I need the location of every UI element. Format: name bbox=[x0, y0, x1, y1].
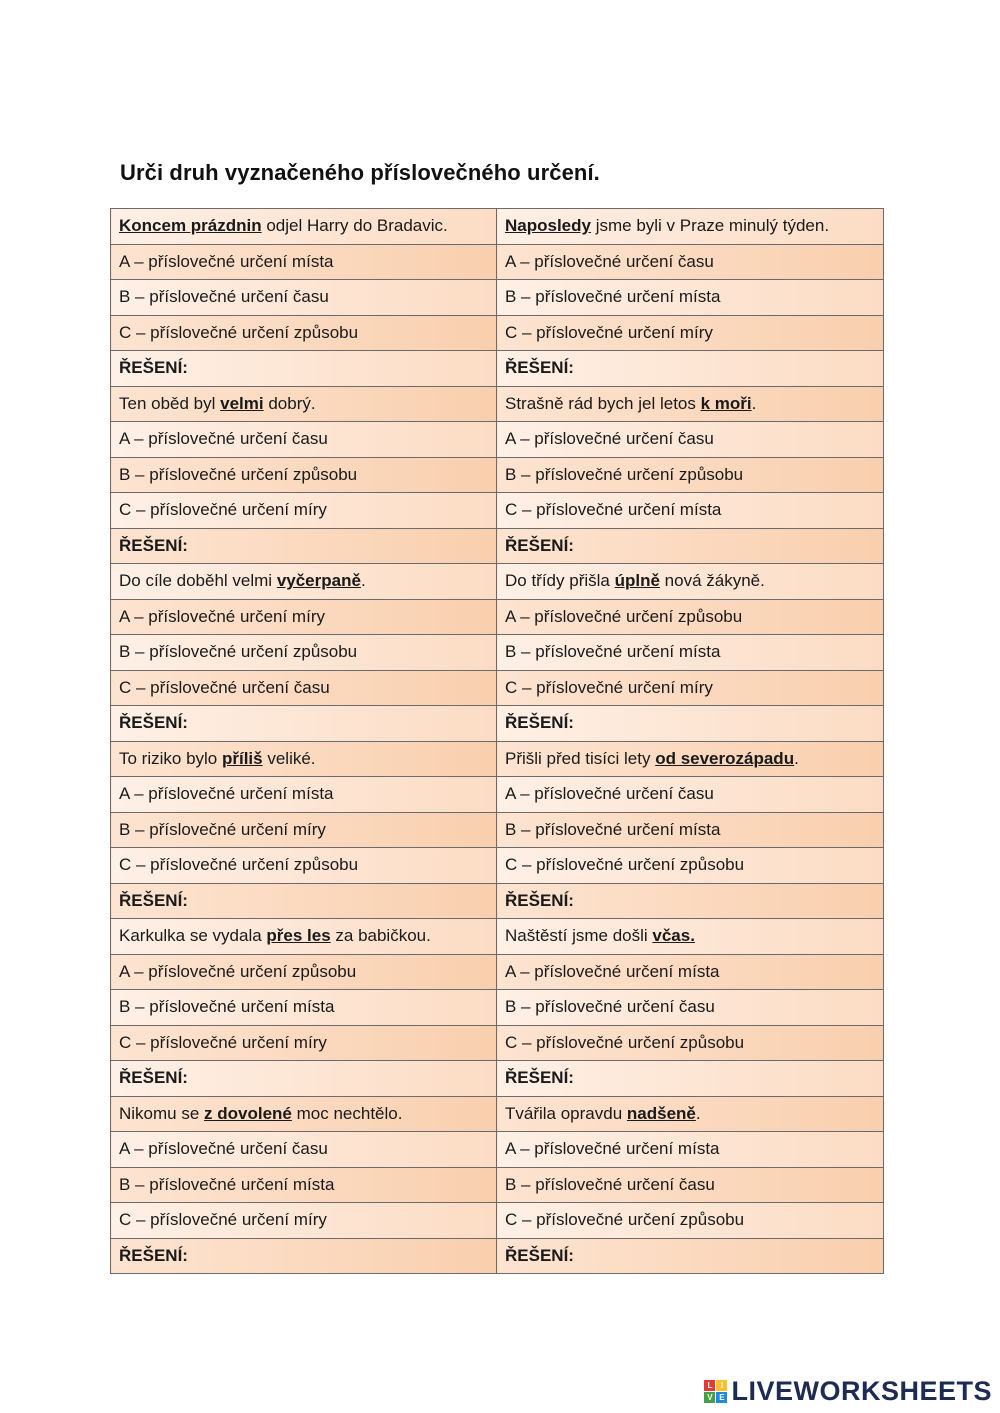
table-row bbox=[111, 990, 884, 1026]
solution-cell[interactable]: ŘEŠENÍ: bbox=[111, 706, 497, 742]
sentence-cell bbox=[111, 564, 497, 600]
option-cell: A – příslovečné určení způsobu bbox=[497, 599, 884, 635]
solution-cell[interactable]: ŘEŠENÍ: bbox=[497, 1061, 884, 1097]
table-row bbox=[111, 919, 884, 955]
solution-row bbox=[111, 351, 884, 387]
solution-cell[interactable]: ŘEŠENÍ: bbox=[497, 528, 884, 564]
sentence-text: Karkulka se vydala bbox=[119, 926, 267, 946]
sentence-cell bbox=[497, 386, 884, 422]
option-cell: C – příslovečné určení způsobu bbox=[497, 848, 884, 884]
solution-cell[interactable]: ŘEŠENÍ: bbox=[497, 351, 884, 387]
table-row bbox=[111, 1203, 884, 1239]
option-cell: A – příslovečné určení místa bbox=[111, 244, 497, 280]
sentence-text: . bbox=[794, 748, 799, 768]
option-cell: A – příslovečné určení způsobu bbox=[111, 954, 497, 990]
option-cell: A – příslovečné určení času bbox=[497, 244, 884, 280]
sentence-text: odjel Harry do Bradavic. bbox=[261, 216, 448, 236]
table-row bbox=[111, 670, 884, 706]
table-row bbox=[111, 280, 884, 316]
sentence-cell bbox=[497, 919, 884, 955]
table-row bbox=[111, 741, 884, 777]
logo-block: L bbox=[704, 1380, 715, 1391]
sentence-text: moc nechtělo. bbox=[291, 1103, 403, 1123]
table-row bbox=[111, 386, 884, 422]
table-row bbox=[111, 777, 884, 813]
solution-row bbox=[111, 883, 884, 919]
option-cell: C – příslovečné určení způsobu bbox=[497, 1203, 884, 1239]
highlighted-adverbial: včas. bbox=[652, 926, 695, 946]
option-cell: C – příslovečné určení způsobu bbox=[111, 315, 497, 351]
solution-cell[interactable]: ŘEŠENÍ: bbox=[111, 528, 497, 564]
table-row bbox=[111, 315, 884, 351]
table-row bbox=[111, 1167, 884, 1203]
table-row bbox=[111, 244, 884, 280]
logo-icon bbox=[704, 1380, 727, 1403]
logo-text: LIVEWORKSHEETS bbox=[731, 1376, 992, 1406]
option-cell: C – příslovečné určení míry bbox=[497, 315, 884, 351]
table-row bbox=[111, 457, 884, 493]
option-cell: C – příslovečné určení místa bbox=[497, 493, 884, 529]
option-cell: B – příslovečné určení místa bbox=[497, 812, 884, 848]
logo-block: V bbox=[704, 1392, 715, 1403]
option-cell: A – příslovečné určení času bbox=[497, 422, 884, 458]
sentence-text: . bbox=[360, 571, 366, 591]
option-cell: A – příslovečné určení času bbox=[111, 1132, 497, 1168]
table-row bbox=[111, 812, 884, 848]
solution-cell[interactable]: ŘEŠENÍ: bbox=[111, 1061, 497, 1097]
logo-block: E bbox=[716, 1392, 727, 1403]
solution-cell[interactable]: ŘEŠENÍ: bbox=[111, 883, 497, 919]
sentence-cell bbox=[111, 741, 497, 777]
table-row bbox=[111, 954, 884, 990]
option-cell: B – příslovečné určení míry bbox=[111, 812, 497, 848]
option-cell: B – příslovečné určení místa bbox=[497, 635, 884, 671]
sentence-text: za babičkou. bbox=[330, 926, 431, 946]
logo-block: I bbox=[716, 1380, 727, 1391]
option-cell: B – příslovečné určení času bbox=[111, 280, 497, 316]
sentence-cell bbox=[497, 564, 884, 600]
solution-row bbox=[111, 528, 884, 564]
option-cell: C – příslovečné určení míry bbox=[111, 1025, 497, 1061]
solution-cell[interactable]: ŘEŠENÍ: bbox=[497, 883, 884, 919]
highlighted-adverbial: příliš bbox=[221, 748, 263, 768]
sentence-cell bbox=[111, 209, 497, 245]
highlighted-adverbial: Naposledy bbox=[505, 216, 591, 236]
option-cell: A – příslovečné určení času bbox=[111, 422, 497, 458]
table-row bbox=[111, 1096, 884, 1132]
highlighted-adverbial: úplně bbox=[614, 571, 660, 591]
sentence-text: dobrý. bbox=[263, 393, 316, 413]
option-cell: B – příslovečné určení místa bbox=[111, 990, 497, 1026]
option-cell: C – příslovečné určení míry bbox=[111, 493, 497, 529]
option-cell: C – příslovečné určení způsobu bbox=[497, 1025, 884, 1061]
option-cell: B – příslovečné určení způsobu bbox=[111, 635, 497, 671]
sentence-cell bbox=[497, 209, 884, 245]
sentence-text: jsme byli v Praze minulý týden. bbox=[590, 216, 830, 236]
sentence-text: Do třídy přišla bbox=[505, 571, 615, 591]
sentence-text: Přišli před tisíci lety bbox=[505, 748, 656, 768]
sentence-text: Do cíle doběhl velmi bbox=[119, 571, 277, 591]
liveworksheets-logo bbox=[704, 1376, 992, 1407]
sentence-text: Tvářila opravdu bbox=[505, 1103, 627, 1123]
option-cell: A – příslovečné určení míry bbox=[111, 599, 497, 635]
sentence-text: Strašně rád bych jel letos bbox=[505, 393, 701, 413]
solution-cell[interactable]: ŘEŠENÍ: bbox=[111, 351, 497, 387]
option-cell: A – příslovečné určení místa bbox=[497, 954, 884, 990]
highlighted-adverbial: z dovolené bbox=[204, 1103, 292, 1123]
option-cell: B – příslovečné určení způsobu bbox=[111, 457, 497, 493]
highlighted-adverbial: vyčerpaně bbox=[276, 571, 361, 591]
option-cell: C – příslovečné určení míry bbox=[497, 670, 884, 706]
table-row bbox=[111, 635, 884, 671]
highlighted-adverbial: nadšeně bbox=[626, 1103, 696, 1123]
option-cell: A – příslovečné určení místa bbox=[111, 777, 497, 813]
option-cell: C – příslovečné určení času bbox=[111, 670, 497, 706]
option-cell: B – příslovečné určení času bbox=[497, 990, 884, 1026]
solution-row bbox=[111, 706, 884, 742]
option-cell: B – příslovečné určení času bbox=[497, 1167, 884, 1203]
option-cell: A – příslovečné určení místa bbox=[497, 1132, 884, 1168]
page-title: Urči druh vyznačeného příslovečného určení. bbox=[120, 160, 600, 185]
solution-row bbox=[111, 1061, 884, 1097]
option-cell: A – příslovečné určení času bbox=[497, 777, 884, 813]
sentence-text: To riziko bylo bbox=[119, 748, 222, 768]
table-row bbox=[111, 599, 884, 635]
table-row bbox=[111, 848, 884, 884]
option-cell: C – příslovečné určení způsobu bbox=[111, 848, 497, 884]
sentence-cell bbox=[497, 741, 884, 777]
solution-row bbox=[111, 1238, 884, 1274]
table-row bbox=[111, 422, 884, 458]
table-row bbox=[111, 1132, 884, 1168]
solution-cell[interactable]: ŘEŠENÍ: bbox=[497, 706, 884, 742]
sentence-text: Nikomu se bbox=[119, 1103, 205, 1123]
highlighted-adverbial: přes les bbox=[266, 926, 331, 946]
option-cell: B – příslovečné určení místa bbox=[111, 1167, 497, 1203]
table-row bbox=[111, 1025, 884, 1061]
worksheet-table bbox=[110, 208, 884, 1274]
option-cell: B – příslovečné určení způsobu bbox=[497, 457, 884, 493]
table-row bbox=[111, 493, 884, 529]
table-row bbox=[111, 564, 884, 600]
sentence-cell bbox=[111, 1096, 497, 1132]
sentence-text: . bbox=[695, 1103, 701, 1123]
table-row bbox=[111, 209, 884, 245]
sentence-text: Ten oběd byl bbox=[119, 393, 221, 413]
sentence-cell bbox=[111, 386, 497, 422]
sentence-cell bbox=[497, 1096, 884, 1132]
solution-cell[interactable]: ŘEŠENÍ: bbox=[111, 1238, 497, 1274]
sentence-cell bbox=[111, 919, 497, 955]
sentence-text: Naštěstí jsme došli bbox=[505, 926, 653, 946]
highlighted-adverbial: Koncem prázdnin bbox=[119, 216, 262, 236]
sentence-text: veliké. bbox=[262, 748, 316, 768]
highlighted-adverbial: velmi bbox=[220, 393, 264, 413]
highlighted-adverbial: od severozápadu bbox=[655, 748, 795, 768]
option-cell: C – příslovečné určení míry bbox=[111, 1203, 497, 1239]
solution-cell[interactable]: ŘEŠENÍ: bbox=[497, 1238, 884, 1274]
sentence-text: . bbox=[751, 393, 757, 413]
option-cell: B – příslovečné určení místa bbox=[497, 280, 884, 316]
highlighted-adverbial: k moři bbox=[700, 393, 752, 413]
sentence-text: nová žákyně. bbox=[659, 571, 765, 591]
